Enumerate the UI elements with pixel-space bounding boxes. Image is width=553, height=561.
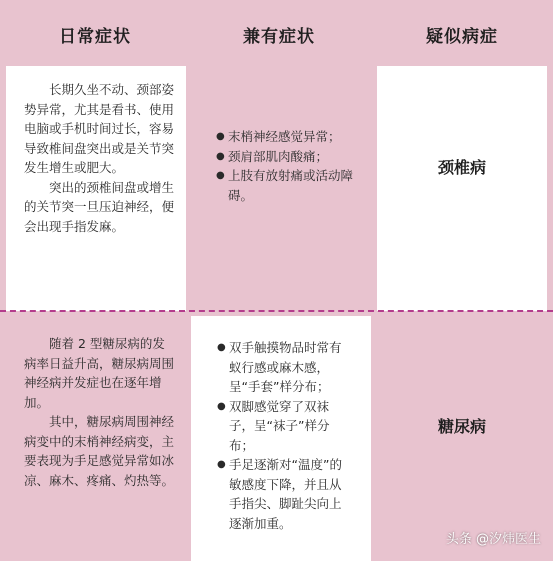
row1-symptoms-cell bbox=[216, 127, 366, 205]
row2-daily-paragraph-1: 随着 2 型糖尿病的发病率日益升高，糖尿病周围神经病并发症也在逐年增加。 bbox=[24, 336, 175, 410]
header-suspected-disease: 疑似病症 bbox=[426, 27, 498, 47]
header-daily-symptoms: 日常症状 bbox=[59, 27, 131, 47]
row1-symptom-item: ● 上肢有放射痛或活动障碍。 bbox=[216, 166, 366, 205]
row1-symptom-item: ● 颈肩部肌肉酸痛； bbox=[216, 147, 366, 167]
row2-symptom-item: ● 双脚感觉穿了双袜子，呈“袜子”样分布； bbox=[217, 397, 349, 456]
row2-symptom-item: ● 双手触摸物品时常有蚁行感或麻木感，呈“手套”样分布； bbox=[217, 338, 349, 397]
row2-disease-name: 糖尿病 bbox=[437, 417, 486, 436]
header-accompanying-symptoms: 兼有症状 bbox=[243, 27, 315, 47]
row2-daily-paragraph-2: 其中，糖尿病周围神经病变中的末梢神经病变，主要表现为手足感觉异常如冰凉、麻木、疼痛、灼热等。 bbox=[24, 414, 175, 488]
row1-disease-cell bbox=[377, 66, 547, 311]
row1-disease-name: 颈椎病 bbox=[437, 158, 486, 177]
row1-symptom-item: ● 末梢神经感觉异常； bbox=[216, 127, 366, 147]
row1-daily-paragraph-1: 长期久坐不动、颈部姿势异常，尤其是看书、使用电脑或手机时间过长，容易导致椎间盘突出或是关节突发生增生或肥大。 bbox=[24, 82, 175, 175]
row-divider bbox=[0, 310, 553, 312]
row2-symptoms-cell bbox=[191, 316, 371, 561]
watermark: 头条 @汐炜医生 bbox=[445, 532, 541, 547]
row2-daily-cell bbox=[6, 334, 186, 490]
row1-daily-cell bbox=[6, 66, 186, 311]
row2-symptom-item: ● 手足逐渐对“温度”的敏感度下降，并且从手指尖、脚趾尖向上逐渐加重。 bbox=[217, 455, 349, 533]
row1-daily-paragraph-2: 突出的颈椎间盘或增生的关节突一旦压迫神经，便会出现手指发麻。 bbox=[24, 179, 175, 234]
